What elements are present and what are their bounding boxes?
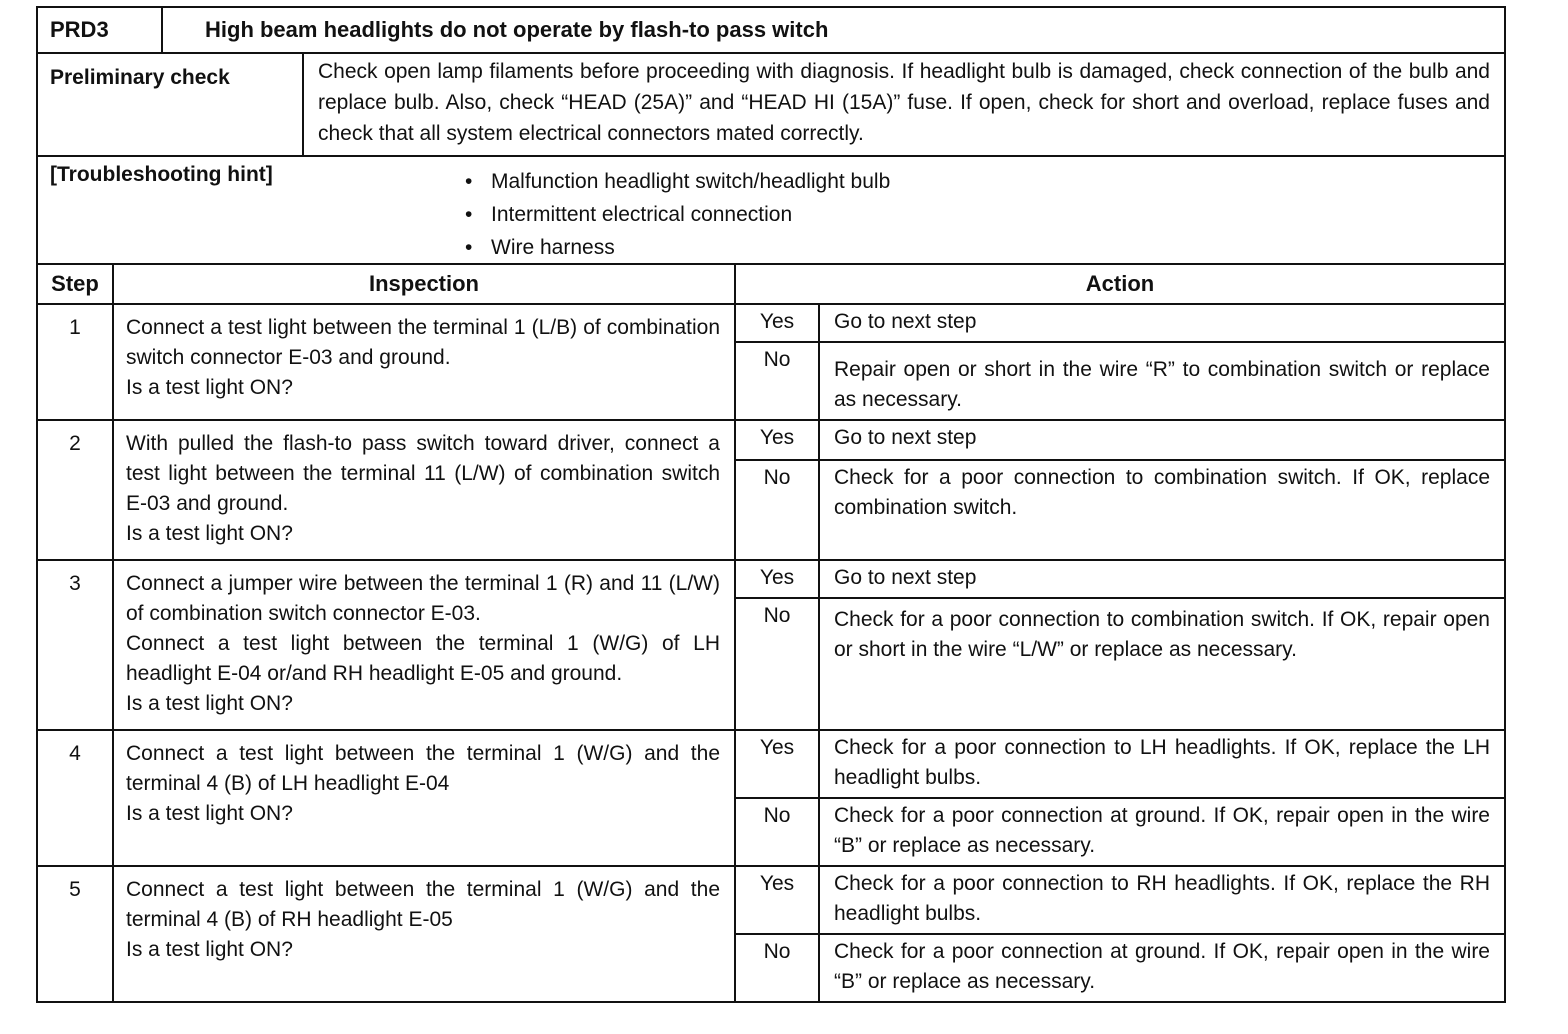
hint-list bbox=[465, 165, 890, 264]
no-action: Repair open or short in the wire “R” to combination switch or replace as necessary. bbox=[819, 342, 1505, 420]
preliminary-table bbox=[36, 52, 1506, 157]
step-number: 5 bbox=[37, 866, 113, 1002]
troubleshooting-sheet bbox=[36, 6, 1506, 1003]
no-label: No bbox=[735, 342, 819, 420]
yes-action: Check for a poor connection to RH headlights. If OK, replace the RH headlight bulbs. bbox=[819, 866, 1505, 934]
hint-cell bbox=[37, 156, 1505, 264]
step-inspection: Connect a test light between the terminal 1 (W/G) and the terminal 4 (B) of LH headlight E-04 Is a test light ON? bbox=[113, 730, 735, 866]
table-row bbox=[37, 304, 1505, 342]
step-inspection: Connect a test light between the terminal 1 (L/B) of combination switch connector E-03 and ground. Is a test light ON? bbox=[113, 304, 735, 420]
hint-item: • Intermittent electrical connection bbox=[465, 198, 890, 231]
no-label: No bbox=[735, 460, 819, 560]
step-inspection: Connect a jumper wire between the terminal 1 (R) and 11 (L/W) of combination switch connector E-03. Connect a test light between the terminal 1 (W/G) of LH headlight E-04 or/and RH headlight E-05 and ground. Is a test light ON? bbox=[113, 560, 735, 730]
hint-item: • Wire harness bbox=[465, 231, 890, 264]
no-label: No bbox=[735, 598, 819, 730]
table-row bbox=[37, 866, 1505, 934]
hint-item: • Malfunction headlight switch/headlight bulb bbox=[465, 165, 890, 198]
yes-action: Go to next step bbox=[819, 420, 1505, 460]
hint-label: [Troubleshooting hint] bbox=[50, 163, 273, 186]
column-step: Step bbox=[37, 264, 113, 304]
page-title: High beam headlights do not operate by flash-to pass witch bbox=[162, 7, 1505, 53]
yes-action: Check for a poor connection to LH headlights. If OK, replace the LH headlight bulbs. bbox=[819, 730, 1505, 798]
header-table bbox=[36, 6, 1506, 54]
step-number: 3 bbox=[37, 560, 113, 730]
yes-label: Yes bbox=[735, 304, 819, 342]
no-action: Check for a poor connection to combination switch. If OK, replace combination switch. bbox=[819, 460, 1505, 560]
yes-action: Go to next step bbox=[819, 304, 1505, 342]
step-number: 1 bbox=[37, 304, 113, 420]
no-action: Check for a poor connection at ground. If OK, repair open in the wire “B” or replace as necessary. bbox=[819, 798, 1505, 866]
column-inspection: Inspection bbox=[113, 264, 735, 304]
table-row bbox=[37, 420, 1505, 460]
step-inspection: With pulled the flash-to pass switch toward driver, connect a test light between the terminal 11 (L/W) of combination switch E-03 and ground. Is a test light ON? bbox=[113, 420, 735, 560]
preliminary-text: Check open lamp filaments before proceeding with diagnosis. If headlight bulb is damaged, check connection of the bulb and replace bulb. Also, check “HEAD (25A)” and “HEAD HI (15A)” fuse. If open, check for short and overload, replace fuses and check that all system electrical connectors mated correctly. bbox=[303, 53, 1505, 156]
yes-action: Go to next step bbox=[819, 560, 1505, 598]
yes-label: Yes bbox=[735, 866, 819, 934]
no-label: No bbox=[735, 934, 819, 1002]
yes-label: Yes bbox=[735, 730, 819, 798]
step-number: 4 bbox=[37, 730, 113, 866]
no-label: No bbox=[735, 798, 819, 866]
yes-label: Yes bbox=[735, 560, 819, 598]
table-row bbox=[37, 730, 1505, 798]
preliminary-label: Preliminary check bbox=[37, 53, 303, 156]
hint-table bbox=[36, 155, 1506, 265]
step-inspection: Connect a test light between the terminal 1 (W/G) and the terminal 4 (B) of RH headlight E-05 Is a test light ON? bbox=[113, 866, 735, 1002]
yes-label: Yes bbox=[735, 420, 819, 460]
steps-table bbox=[36, 263, 1506, 1003]
table-row bbox=[37, 560, 1505, 598]
step-number: 2 bbox=[37, 420, 113, 560]
no-action: Check for a poor connection at ground. If OK, repair open in the wire “B” or replace as necessary. bbox=[819, 934, 1505, 1002]
column-action: Action bbox=[735, 264, 1505, 304]
procedure-code: PRD3 bbox=[37, 7, 162, 53]
no-action: Check for a poor connection to combination switch. If OK, repair open or short in the wire “L/W” or replace as necessary. bbox=[819, 598, 1505, 730]
